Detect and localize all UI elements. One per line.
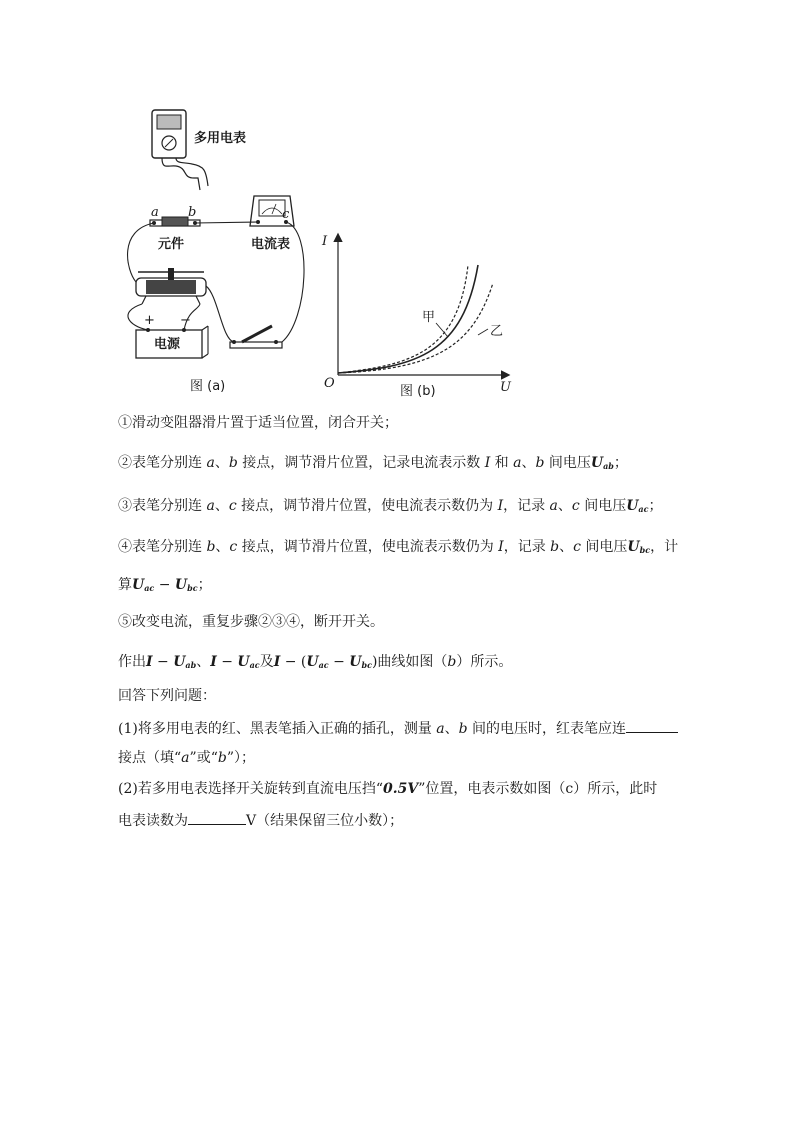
iu-chart (318, 225, 518, 405)
circuit-diagram (118, 90, 318, 400)
ammeter-label: 电流表 (251, 237, 291, 252)
plus-sign: + (144, 313, 155, 328)
question-2-line-1: (2)若多用电表选择开关旋转到直流电压挡“0.5V”位置，电表示数如图（c）所示，此时 (118, 781, 658, 797)
curve-solid (338, 265, 478, 373)
switch (230, 326, 282, 348)
power-label: 电源 (154, 337, 181, 352)
step-3: ③表笔分别连 a、c 接点，调节滑片位置，使电流表示数仍为 I，记录 a、c 间电压$U_{ac}$； (118, 498, 663, 514)
multimeter (152, 110, 208, 190)
curve-jia-label: 甲 (422, 310, 436, 325)
point-c-label: c (282, 207, 290, 222)
question-2-line-2: 电表读数为 V（结果保留三位小数）； (118, 810, 403, 831)
curve-yi-label: 乙 (490, 324, 504, 339)
point-b-label: b (188, 205, 197, 220)
curve-jia (338, 265, 468, 373)
questions-intro: 回答下列问题： (118, 688, 216, 704)
origin-label: O (324, 376, 335, 391)
y-axis-label: I (322, 234, 328, 249)
step-2: ②表笔分别连 a、b 接点，调节滑片位置，记录电流表示数 I 和 a、b 间电压$U_{ab}$； (118, 455, 628, 471)
figure-b-caption: 图 (b) (400, 384, 436, 399)
multimeter-label: 多用电表 (194, 131, 247, 146)
step-4-cont: 算$U_{ac} - U_{bc}$； (118, 577, 212, 593)
point-a-label: a (151, 205, 159, 220)
question-1-line-1: (1)将多用电表的红、黑表笔插入正确的插孔，测量 a、b 间的电压时，红表笔应连 (118, 718, 678, 739)
step-1: ①滑动变阻器滑片置于适当位置，闭合开关； (118, 415, 398, 431)
figure-a-caption: 图 (a) (190, 379, 226, 394)
question-1-line-2: 接点（填“a”或“b”）； (118, 750, 255, 766)
element-label: 元件 (158, 237, 185, 252)
minus-sign: − (180, 313, 191, 328)
step-5: ⑤改变电流，重复步骤②③④，断开开关。 (118, 614, 384, 630)
step-4: ④表笔分别连 b、c 接点，调节滑片位置，使电流表示数仍为 I，记录 b、c 间电压$U_{bc}$，计 (118, 539, 679, 555)
answer-blank-1[interactable] (626, 718, 678, 733)
x-axis-label: U (500, 380, 511, 395)
rheostat (136, 268, 206, 304)
plot-statement: 作出$I - U_{ab}$、$I - U_{ac}$及$I - (U_{ac} - U_{bc})$曲线如图（b）所示。 (118, 654, 513, 670)
answer-blank-2[interactable] (188, 810, 246, 825)
